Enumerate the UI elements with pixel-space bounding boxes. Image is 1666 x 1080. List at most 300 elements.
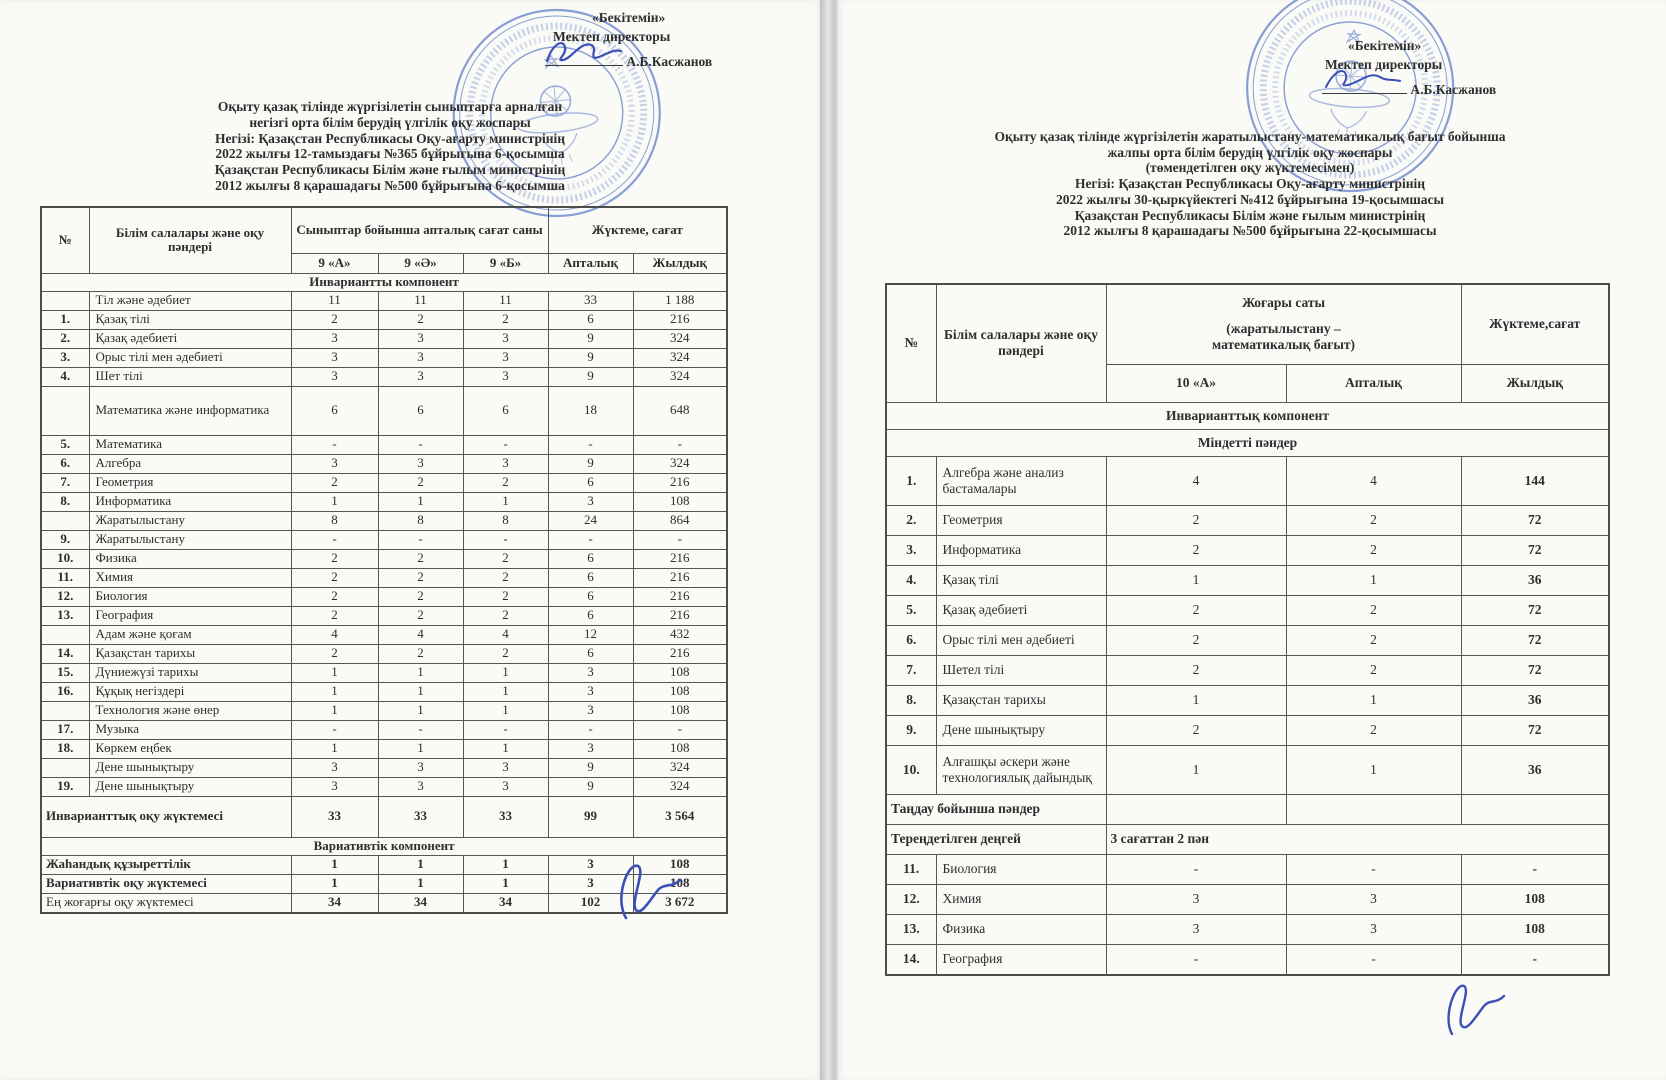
row-number-cell: 7. [41,473,89,492]
approval-role: Мектеп директоры [553,29,671,44]
value-cell: 9 [548,454,633,473]
row-number-cell: 17. [41,720,89,739]
value-cell: 1 [378,682,463,701]
value-cell: 4 [378,625,463,644]
value-cell: 1 [1286,685,1461,715]
value-cell: 8 [378,511,463,530]
value-cell: 8 [463,511,548,530]
row-number-cell: 12. [886,884,936,914]
total-label-cell: Жаһандық құзыреттілік [41,855,291,874]
total-value-cell: 34 [291,893,378,913]
total-value-cell: 3 [548,874,633,893]
row-number-cell [41,511,89,530]
value-cell: 2 [1106,715,1286,745]
row-number-cell: 7. [886,655,936,685]
subject-cell: Көркем еңбек [89,739,291,758]
col-header-9b: 9 «Б» [463,253,548,273]
total-label-cell: Инварианттық оқу жүктемесі [41,796,291,837]
value-cell: 6 [291,386,378,435]
value-cell: 1 [291,739,378,758]
subject-row [41,511,727,530]
value-cell: 3 [378,348,463,367]
value-cell: - [548,530,633,549]
value-cell: 216 [633,310,727,329]
value-cell: 3 [291,348,378,367]
subject-cell: Жаратылыстану [89,530,291,549]
total-value-cell: 33 [291,796,378,837]
group-label-row [886,824,1609,854]
col-header-load-group: Жүктеме, сағат [548,207,727,253]
group-subtitle: математикалық бағыт) [1211,337,1356,353]
subject-cell: Шетел тілі [936,655,1106,685]
value-cell: 2 [378,606,463,625]
subject-row [41,435,727,454]
section-label: Инварианттық компонент [886,402,1609,429]
value-cell: 6 [548,568,633,587]
value-cell: 1 [1106,565,1286,595]
subject-cell: Музыка [89,720,291,739]
section-label: Міндетті пәндер [886,429,1609,456]
col-header-yearly: Жылдық [1461,364,1609,402]
value-cell: 2 [291,568,378,587]
value-cell: 1 [378,739,463,758]
subject-cell: Биология [89,587,291,606]
value-cell: 1 188 [633,291,727,310]
value-cell: - [548,720,633,739]
total-value-cell: 34 [378,893,463,913]
value-cell: 6 [548,644,633,663]
row-number-cell: 8. [886,685,936,715]
subject-cell: Орыс тілі мен әдебиеті [936,625,1106,655]
value-cell: 2 [1286,655,1461,685]
subject-row [41,530,727,549]
value-cell: 3 [291,367,378,386]
subject-cell: Орыс тілі мен әдебиеті [89,348,291,367]
empty-cell [1286,794,1461,824]
subject-row [886,595,1609,625]
value-cell: - [1461,944,1609,975]
subject-row [41,386,727,435]
group-label-row [886,794,1609,824]
subject-row [886,854,1609,884]
value-cell: 2 [463,549,548,568]
value-cell: 3 [548,682,633,701]
value-cell: 72 [1461,505,1609,535]
value-cell: 3 [463,777,548,796]
subject-cell: География [89,606,291,625]
row-number-cell: 15. [41,663,89,682]
subject-row [41,310,727,329]
col-header-load-group: Жүктеме,сағат [1461,284,1609,364]
group-subtitle: (жаратылыстану – [1226,321,1341,337]
row-number-cell: 12. [41,587,89,606]
value-cell: 3 [548,701,633,720]
value-cell: 3 [463,348,548,367]
col-header-no: № [41,207,89,273]
col-header-weekly: Апталық [1286,364,1461,402]
director-signature-icon [1318,63,1408,98]
subject-cell: Математика және информатика [89,386,291,435]
value-cell: 108 [633,701,727,720]
value-cell: - [548,435,633,454]
left-page-title [80,99,700,194]
value-cell: 72 [1461,535,1609,565]
director-name: А.Б.Касжанов [626,54,713,69]
subject-cell: Дүниежүзі тарихы [89,663,291,682]
value-cell: 1 [378,492,463,511]
value-cell: 108 [1461,914,1609,944]
subject-cell: Дене шынықтыру [89,777,291,796]
subject-row [41,587,727,606]
value-cell: 3 [291,777,378,796]
value-cell: 2 [463,473,548,492]
page-signature-icon [608,852,698,937]
value-cell: - [291,435,378,454]
subject-row [41,758,727,777]
subject-row [886,715,1609,745]
col-header-subject: Білім салалары және оқу пәндері [936,284,1106,402]
value-cell: 324 [633,367,727,386]
subject-row [41,644,727,663]
row-number-cell: 5. [886,595,936,625]
value-cell: 1 [1286,745,1461,794]
value-cell: - [633,435,727,454]
col-header-yearly: Жылдық [633,253,727,273]
subject-row [41,348,727,367]
subject-row [886,914,1609,944]
row-number-cell: 13. [886,914,936,944]
subject-cell: Информатика [936,535,1106,565]
value-cell: - [1106,944,1286,975]
value-cell: 2 [291,473,378,492]
subject-row [41,454,727,473]
total-value-cell: 33 [463,796,548,837]
row-number-cell: 3. [41,348,89,367]
value-cell: 1 [463,701,548,720]
total-value-cell: 99 [548,796,633,837]
value-cell: 1 [463,739,548,758]
value-cell: 1 [378,663,463,682]
subject-row [41,682,727,701]
value-cell: 108 [633,682,727,701]
total-value-cell: 108 [633,855,727,874]
subject-row [41,473,727,492]
row-number-cell [41,386,89,435]
value-cell: 8 [291,511,378,530]
value-cell: 9 [548,777,633,796]
value-cell: - [463,435,548,454]
row-number-cell [41,291,89,310]
value-cell: - [1461,854,1609,884]
title-line: 2012 жылғы 8 қарашадағы №500 бұйрығына 6-қосымша [215,177,565,193]
value-cell: 3 [1106,914,1286,944]
value-cell: 1 [463,492,548,511]
value-cell: 2 [1286,595,1461,625]
subject-cell: Химия [936,884,1106,914]
total-value-cell: 34 [463,893,548,913]
value-cell: 6 [548,606,633,625]
value-cell: 4 [1106,456,1286,505]
subject-row [41,720,727,739]
total-value-cell: 1 [463,874,548,893]
subject-row [886,884,1609,914]
value-cell: 6 [548,310,633,329]
value-cell: 2 [463,606,548,625]
value-cell: 1 [463,682,548,701]
total-value-cell: 3 672 [633,893,727,913]
value-cell: 2 [463,644,548,663]
value-cell: 648 [633,386,727,435]
row-number-cell: 1. [886,456,936,505]
value-cell: 1 [291,492,378,511]
section-label: Инвариантты компонент [41,273,727,291]
total-value-cell: 102 [548,893,633,913]
col-header-subject: Білім салалары және оқу пәндері [89,207,291,273]
value-cell: 3 [463,758,548,777]
approval-word: «Бекітемін» [1348,38,1422,53]
value-cell: 3 [548,492,633,511]
value-cell: 6 [548,473,633,492]
subject-cell: Физика [936,914,1106,944]
row-number-cell [41,625,89,644]
group-label-cell: Таңдау бойынша пәндер [886,794,1106,824]
row-number-cell: 13. [41,606,89,625]
value-cell: 324 [633,777,727,796]
col-header-weekly: Апталық [548,253,633,273]
row-number-cell: 16. [41,682,89,701]
subject-cell: Дене шынықтыру [936,715,1106,745]
page-gap-divider [820,0,838,1080]
value-cell: 2 [1106,625,1286,655]
subject-row [41,663,727,682]
value-cell: 216 [633,606,727,625]
group-note-cell: 3 сағаттан 2 пән [1106,824,1609,854]
row-number-cell: 6. [886,625,936,655]
row-number-cell: 3. [886,535,936,565]
col-header-classes-group: Сыныптар бойынша апталық сағат саны [291,207,548,253]
subject-row [41,739,727,758]
subject-cell: Қазақ тілі [89,310,291,329]
total-value-cell: 3 564 [633,796,727,837]
subject-cell: География [936,944,1106,975]
value-cell: 2 [1106,535,1286,565]
subject-cell: Химия [89,568,291,587]
approval-block [545,8,712,71]
subject-cell: Қазақстан тарихы [936,685,1106,715]
value-cell: 2 [378,568,463,587]
value-cell: 9 [548,329,633,348]
value-cell: 3 [378,367,463,386]
subject-row [41,367,727,386]
value-cell: 11 [463,291,548,310]
value-cell: 36 [1461,745,1609,794]
value-cell: - [1286,944,1461,975]
value-cell: 1 [291,682,378,701]
right-document-page [838,0,1666,1080]
value-cell: 108 [633,739,727,758]
approval-word: «Бекітемін» [592,10,666,25]
value-cell: 3 [291,454,378,473]
value-cell: - [633,720,727,739]
total-value-cell: 1 [291,874,378,893]
subject-cell: Қазақ әдебиеті [89,329,291,348]
row-number-cell: 2. [41,329,89,348]
group-label-cell: Тереңдетілген деңгей [886,824,1106,854]
value-cell: - [1106,854,1286,884]
value-cell: - [463,530,548,549]
total-value-cell: 3 [548,855,633,874]
value-cell: 216 [633,644,727,663]
subject-cell: Құқық негіздері [89,682,291,701]
value-cell: 2 [378,310,463,329]
subject-cell: Математика [89,435,291,454]
value-cell: 6 [378,386,463,435]
value-cell: 33 [548,291,633,310]
section-label: Вариативтік компонент [41,837,727,855]
value-cell: 2 [378,587,463,606]
subject-row [886,655,1609,685]
subject-row [41,606,727,625]
director-name: А.Б.Касжанов [1410,82,1497,97]
section-row [41,273,727,291]
value-cell: 2 [463,587,548,606]
value-cell: - [291,530,378,549]
value-cell: - [291,720,378,739]
value-cell: - [633,530,727,549]
subject-row [886,505,1609,535]
subject-row [886,456,1609,505]
value-cell: 2 [378,644,463,663]
col-header-no: № [886,284,936,402]
right-page-title [880,129,1620,239]
subject-row [886,565,1609,595]
subject-cell: Геометрия [89,473,291,492]
value-cell: 3 [378,777,463,796]
subject-row [41,329,727,348]
col-header-9ae: 9 «Ә» [378,253,463,273]
subject-row [41,568,727,587]
title-line: (төмендетілген оқу жүктемесімен) [1145,160,1355,176]
value-cell: - [378,530,463,549]
col-header-upper-stage-group [1106,284,1461,364]
value-cell: 3 [378,329,463,348]
value-cell: 2 [291,644,378,663]
value-cell: 108 [633,492,727,511]
value-cell: 2 [291,606,378,625]
value-cell: 2 [1286,625,1461,655]
value-cell: 216 [633,568,727,587]
row-number-cell: 14. [41,644,89,663]
approval-signature-line [545,51,712,71]
total-value-cell: 1 [378,855,463,874]
title-line: Оқыту қазақ тілінде жүргізілетін жаратылыстану-математикалық бағыт бойынша [994,129,1506,144]
subject-row [41,701,727,720]
total-label-cell: Ең жоғарғы оқу жүктемесі [41,893,291,913]
value-cell: 864 [633,511,727,530]
left-document-page [0,0,822,1080]
total-label-cell: Вариативтік оқу жүктемесі [41,874,291,893]
value-cell: 6 [463,386,548,435]
value-cell: 24 [548,511,633,530]
value-cell: 6 [548,587,633,606]
row-number-cell [41,701,89,720]
value-cell: 2 [1286,505,1461,535]
value-cell: 108 [633,663,727,682]
subject-cell: Адам және қоғам [89,625,291,644]
subject-row [41,777,727,796]
value-cell: 2 [291,587,378,606]
value-cell: 2 [1106,505,1286,535]
row-number-cell: 5. [41,435,89,454]
value-cell: 3 [1286,914,1461,944]
value-cell: 4 [1286,456,1461,505]
title-line: 2012 жылғы 8 қарашадағы №500 бұйрығына 22-қосымшасы [1063,223,1437,239]
value-cell: 4 [463,625,548,644]
value-cell: 3 [378,758,463,777]
total-value-cell: 1 [378,874,463,893]
subject-cell: Жаратылыстану [89,511,291,530]
value-cell: 2 [1286,715,1461,745]
row-number-cell: 10. [41,549,89,568]
title-line: Негізі: Қазақстан Республикасы Оқу-ағарту министрінің [214,130,566,146]
value-cell: 2 [291,549,378,568]
subject-row [41,549,727,568]
approval-role: Мектеп директоры [1325,57,1443,72]
subject-cell: Геометрия [936,505,1106,535]
total-value-cell: 108 [633,874,727,893]
total-value-cell: 33 [378,796,463,837]
value-cell: 18 [548,386,633,435]
subject-row [41,625,727,644]
value-cell: 324 [633,329,727,348]
value-cell: 72 [1461,625,1609,655]
value-cell: 3 [463,367,548,386]
approval-signature-line [1322,79,1496,99]
subject-cell: Қазақстан тарихы [89,644,291,663]
value-cell: 2 [378,473,463,492]
value-cell: 3 [548,663,633,682]
value-cell: 144 [1461,456,1609,505]
title-line: негізгі орта білім берудің үлгілік оқу жоспары [249,114,531,130]
row-number-cell: 4. [41,367,89,386]
value-cell: 3 [1106,884,1286,914]
page-signature-icon [1436,972,1520,1051]
value-cell: 4 [291,625,378,644]
subject-cell: Физика [89,549,291,568]
row-number-cell: 1. [41,310,89,329]
value-cell: 216 [633,549,727,568]
total-value-cell: 1 [291,855,378,874]
row-number-cell: 14. [886,944,936,975]
value-cell: 3 [291,329,378,348]
director-signature-icon [541,35,627,72]
row-number-cell: 11. [41,568,89,587]
row-number-cell: 18. [41,739,89,758]
value-cell: 36 [1461,565,1609,595]
total-value-cell: 1 [463,855,548,874]
spacer [1110,311,1458,321]
value-cell: 72 [1461,655,1609,685]
value-cell: 1 [1106,685,1286,715]
value-cell: - [1286,854,1461,884]
value-cell: 324 [633,758,727,777]
value-cell: 1 [378,701,463,720]
value-cell: 1 [1106,745,1286,794]
value-cell: 2 [463,568,548,587]
subject-row [886,685,1609,715]
subject-cell: Қазақ әдебиеті [936,595,1106,625]
row-number-cell [41,758,89,777]
